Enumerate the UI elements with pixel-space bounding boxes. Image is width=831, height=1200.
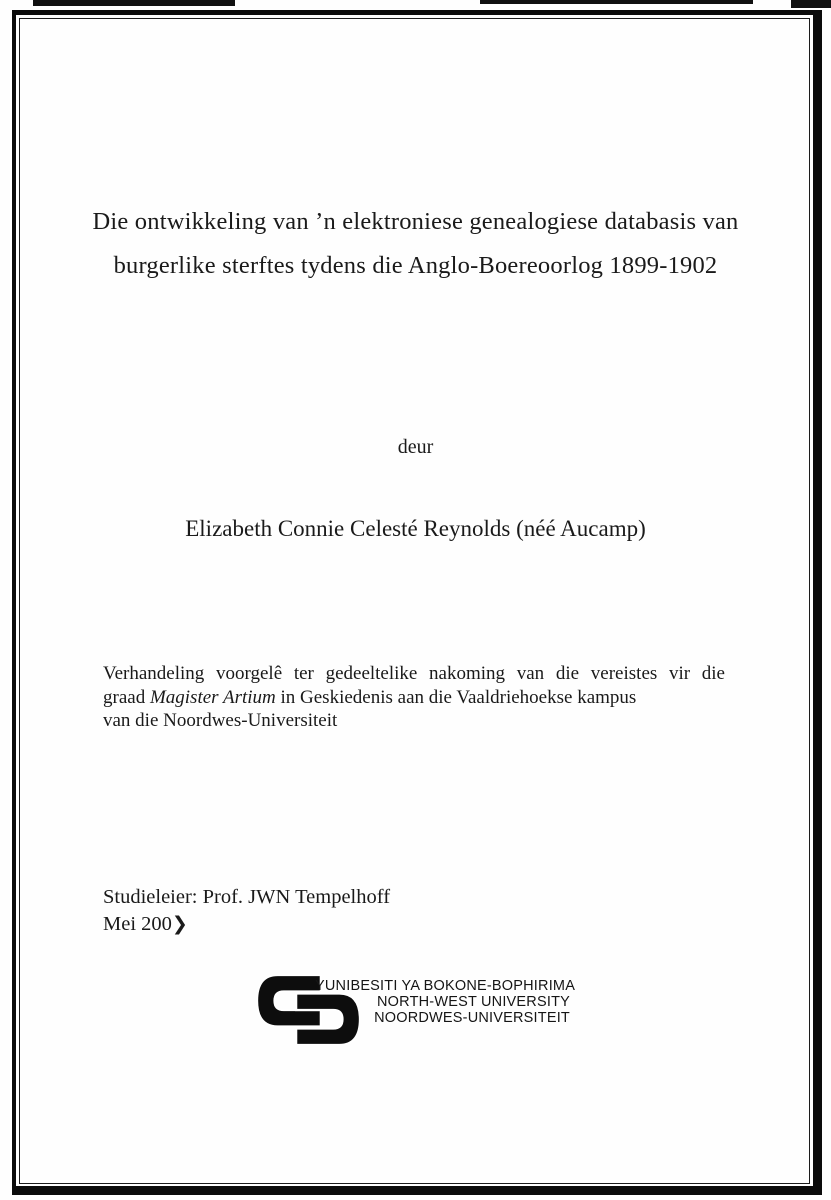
date-line [103,911,390,938]
scan-artifact [791,0,831,8]
scanned-seven-glyph: ❯ [171,913,188,935]
thesis-title-line-2: burgerlike sterftes tydens die Anglo-Boereoorlog 1899-1902 [113,252,718,279]
degree-statement-line-3: van die Noordwes-Universiteit [103,710,338,731]
byline-deur: deur [397,436,434,458]
nwu-logo [257,975,576,1055]
thesis-title-line-1: Die ontwikkeling van ’n elektroniese genealogiese databasis van [92,208,739,235]
degree-statement-line-2 [103,686,725,710]
scan-artifact [480,0,753,4]
logo-line-setswana: YUNIBESITI YA BOKONE-BOPHIRIMA [315,978,576,994]
logo-line-afrikaans: NOORDWES-UNIVERSITEIT [374,1010,570,1026]
statement-line2-post: in Geskiedenis aan die Vaaldriehoekse kampus [275,686,637,708]
scan-artifact [33,0,235,6]
degree-statement-line-1: Verhandeling voorgelê ter gedeeltelike nakoming van die vereistes vir die [103,663,725,684]
date-prefix: Mei 200 [103,913,172,935]
supervisor-line: Studieleier: Prof. JWN Tempelhoff [103,886,391,908]
degree-statement [103,662,725,733]
author-name: Elizabeth Connie Celesté Reynolds (néé Aucamp) [185,516,646,541]
statement-line2-pre: graad [103,686,150,708]
thesis-title [60,200,771,288]
supervisor-block [103,884,390,938]
logo-line-english: NORTH-WEST UNIVERSITY [377,994,570,1010]
magister-artium-italic: Magister Artium [149,686,276,708]
nwu-logo-wordmark [315,978,576,1026]
